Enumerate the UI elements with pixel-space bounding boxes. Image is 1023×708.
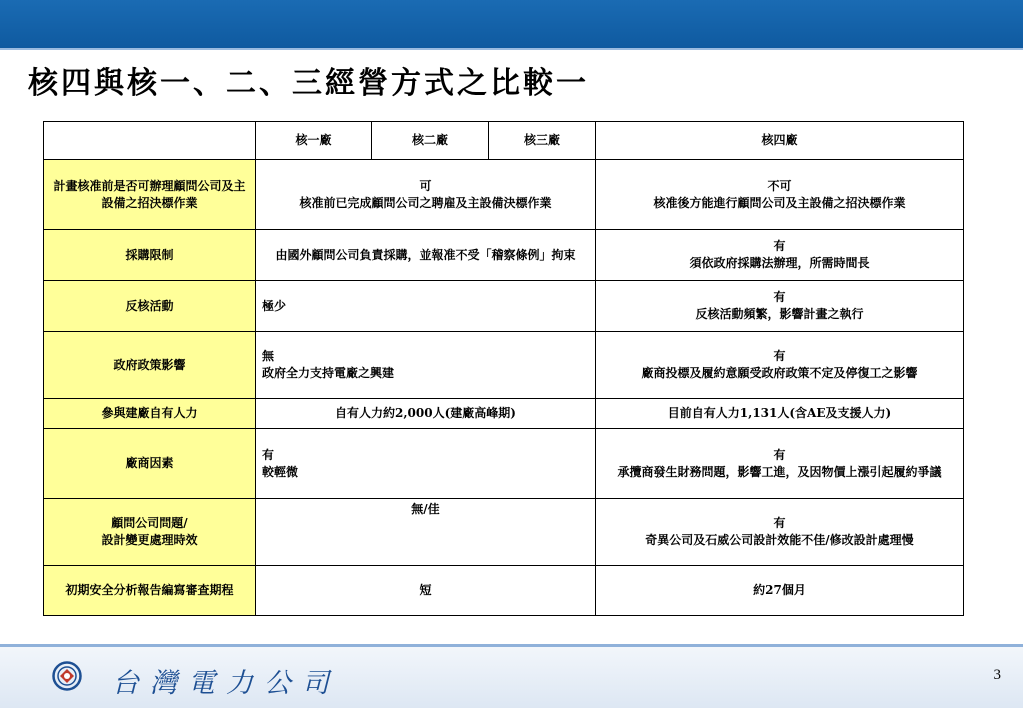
plant4-detail: 奇異公司及石威公司設計效能不佳/修改設計處理慢: [645, 533, 914, 547]
plant4-cell: [596, 281, 964, 332]
row-label-line: 顧問公司問題/: [111, 516, 188, 530]
table-row: [44, 281, 964, 332]
existing-plants-cell: [256, 160, 596, 230]
table-row: [44, 499, 964, 566]
existing-detail: 由國外顧問公司負責採購，並報准不受「稽察條例」拘束: [275, 247, 576, 262]
table-row: [44, 429, 964, 499]
row-label: [44, 499, 256, 566]
row-label: 計畫核准前是否可辦理顧問公司及主設備之招決標作業: [44, 160, 256, 230]
table-row: [44, 566, 964, 616]
plant4-detail: 廠商投標及履約意願受政府政策不定及停復工之影響: [641, 366, 918, 380]
company-name: 台灣電力公司: [112, 668, 340, 699]
table-row: [44, 160, 964, 230]
plant4-cell: [596, 399, 964, 429]
existing-plants-cell: [256, 399, 596, 429]
row-label: 反核活動: [44, 281, 256, 332]
existing-detail: 自有人力約2,000人(建廠高峰期): [335, 406, 516, 420]
existing-detail: 核准前已完成顧問公司之聘雇及主設備決標作業: [299, 195, 552, 210]
plant4-cell: [596, 160, 964, 230]
taipower-logo-icon: [52, 661, 82, 691]
plant4-detail: 反核活動頻繁，影響計畫之執行: [695, 307, 864, 321]
row-label-line: 設計變更處理時效: [101, 533, 198, 547]
plant4-cell: [596, 429, 964, 499]
row-label: 採購限制: [44, 230, 256, 281]
plant4-detail: 約27個月: [753, 583, 806, 597]
existing-detail: 較輕微: [262, 464, 299, 479]
plant4-status: 有: [773, 516, 786, 530]
header-plant-3: 核三廠: [489, 122, 596, 160]
existing-plants-cell: [256, 281, 596, 332]
header-corner: [44, 122, 256, 160]
comparison-table: [43, 121, 964, 616]
plant4-cell: [596, 230, 964, 281]
plant4-detail: 目前自有人力1,131人(含AE及支援人力): [667, 406, 892, 420]
header-plant-1: 核一廠: [256, 122, 372, 160]
existing-detail: 短: [419, 583, 432, 597]
existing-detail: 政府全力支持電廠之興建: [262, 366, 395, 380]
existing-plants-cell: [256, 429, 596, 499]
plant4-detail: 承攬商發生財務問題，影響工進，及因物價上漲引起履約爭議: [617, 464, 942, 479]
existing-status: 可: [419, 178, 432, 193]
plant4-detail: 須依政府採購法辦理，所需時間長: [689, 256, 870, 270]
existing-detail: 無/佳: [411, 502, 440, 516]
row-label: 政府政策影響: [44, 332, 256, 399]
existing-status: 有: [262, 447, 275, 462]
plant4-status: 有: [773, 290, 786, 304]
table-header-row: [44, 122, 964, 160]
plant4-status: 有: [773, 349, 786, 363]
plant4-cell: [596, 566, 964, 616]
table-row: [44, 230, 964, 281]
existing-detail: 極少: [262, 298, 287, 313]
row-label: 參與建廠自有人力: [44, 399, 256, 429]
top-banner: [0, 0, 1023, 48]
footer-band: [0, 644, 1023, 708]
existing-plants-cell: [256, 332, 596, 399]
header-plant-2: 核二廠: [372, 122, 489, 160]
row-label: 初期安全分析報告編寫審查期程: [44, 566, 256, 616]
plant4-cell: [596, 499, 964, 566]
plant4-status: 不可: [767, 178, 792, 193]
existing-plants-cell: [256, 230, 596, 281]
slide-title: 核四與核一、二、三經營方式之比較一: [28, 66, 589, 101]
existing-status: 無: [262, 349, 275, 363]
plant4-cell: [596, 332, 964, 399]
existing-plants-cell: [256, 566, 596, 616]
table-row: [44, 332, 964, 399]
table-row: [44, 399, 964, 429]
plant4-status: 有: [773, 239, 786, 253]
top-banner-divider: [0, 48, 1023, 50]
page-number: 3: [993, 667, 1001, 683]
existing-plants-cell: [256, 499, 596, 566]
header-plant-4: 核四廠: [596, 122, 964, 160]
plant4-status: 有: [773, 447, 786, 462]
plant4-detail: 核准後方能進行顧問公司及主設備之招決標作業: [653, 195, 906, 210]
row-label: 廠商因素: [44, 429, 256, 499]
